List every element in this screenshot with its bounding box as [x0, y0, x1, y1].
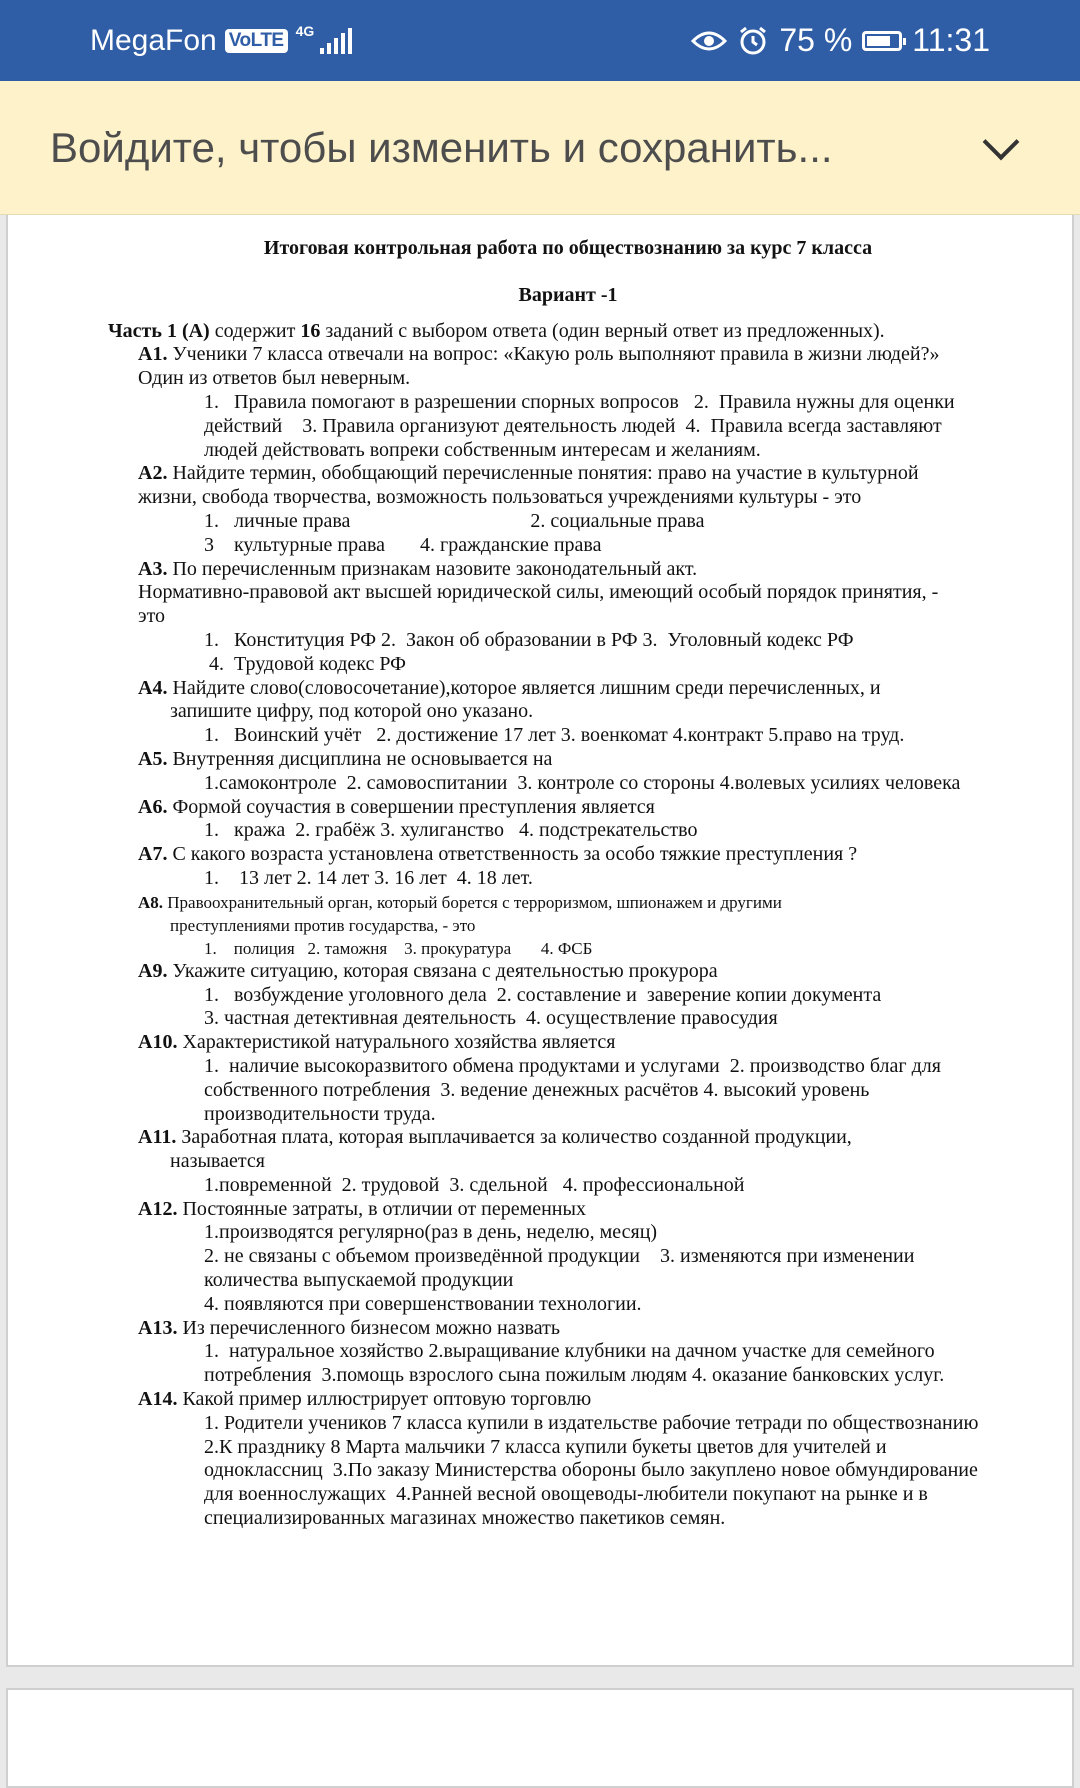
task-line [108, 677, 1028, 701]
task-options: 1. наличие высокоразвитого обмена продуктами и услугами 2. производство благ для [204, 1054, 941, 1077]
task-options: одноклассниц 3.По заказу Министерства обороны было закуплено новое обмундирование [204, 1459, 978, 1482]
task-text: называется [170, 1150, 265, 1173]
task-number: А11. [138, 1126, 177, 1149]
task-options: 1. Правила помогают в разрешении спорных вопросов 2. Правила нужны для оценки [204, 390, 955, 413]
part-intro [108, 320, 1028, 344]
task-number: А1. [138, 343, 168, 366]
signal-icon [320, 28, 352, 54]
task-number: А8. [138, 892, 164, 912]
task-options: 1.повременной 2. трудовой 3. сдельной 4. профессиональной [204, 1173, 745, 1196]
task-line [108, 960, 1028, 984]
task-options: для военнослужащих 4.Ранней весной овощеводы-любители покупают на рынке и в [204, 1483, 928, 1506]
part-text-1: содержит [209, 319, 301, 342]
task-text: Какой пример иллюстрирует оптовую торговлю [177, 1388, 592, 1411]
task-text: запишите цифру, под которой оно указано. [170, 700, 534, 723]
task-text: Найдите термин, обобщающий перечисленные понятия: право на участие в культурной [167, 462, 919, 485]
battery-percent: 75 % [779, 22, 853, 58]
task-options: производительности труда. [204, 1102, 436, 1125]
clock: 11:31 [912, 22, 990, 58]
task-line [108, 796, 1028, 820]
document-page [6, 215, 1074, 1667]
network-type: 4G [295, 22, 315, 39]
battery-fill [867, 36, 890, 46]
task-line [108, 1317, 1028, 1341]
task-number: А6. [138, 795, 168, 818]
task-line [108, 914, 1028, 937]
task-text: жизни, свобода творчества, возможность пользоваться учреждениями культуры - это [138, 486, 862, 509]
document-content [108, 233, 1028, 1531]
task-line [108, 462, 1028, 486]
task-options: специализированных магазинах множество пакетиков семян. [204, 1507, 726, 1530]
task-text: Формой соучастия в совершении преступления является [167, 795, 655, 818]
part-count: 16 [300, 319, 321, 342]
part-label: Часть 1 (А) [108, 319, 210, 342]
task-line [108, 1388, 1028, 1412]
task-number: А3. [138, 557, 168, 580]
task-number: А7. [138, 843, 168, 866]
task-options: 2.К празднику 8 Марта мальчики 7 класса купили букеты цветов для учителей и [204, 1435, 887, 1458]
task-text: По перечисленным признакам назовите законодательный акт. [167, 557, 698, 580]
volte-badge: VoLTE [225, 29, 288, 53]
task-line [108, 1126, 1028, 1150]
task-options: 1. Конституция РФ 2. Закон об образовании в РФ 3. Уголовный кодекс РФ [204, 628, 854, 651]
task-line [108, 343, 1028, 367]
task-options: 1. натуральное хозяйство 2.выращивание клубники на дачном участке для семейного [204, 1340, 935, 1363]
task-number: А10. [138, 1031, 178, 1054]
task-number: А4. [138, 676, 168, 699]
task-line [108, 581, 1028, 605]
battery-icon [862, 31, 902, 51]
task-options: 1.производятся регулярно(раз в день, неделю, месяц) [204, 1221, 658, 1244]
task-options: действий 3. Правила организуют деятельность людей 4. Правила всегда заставляют [204, 414, 942, 437]
banner-text: Войдите, чтобы изменить и сохранить... [50, 123, 833, 171]
task-text: Нормативно-правовой акт высшей юридической силы, имеющий особый порядок принятия, - [138, 581, 939, 604]
alarm-icon [737, 25, 769, 57]
carrier-name: MegaFon [90, 23, 217, 57]
next-page [6, 1688, 1074, 1788]
task-line [108, 700, 1028, 724]
eye-comfort-icon [691, 28, 727, 54]
status-right [691, 22, 990, 59]
task-line [108, 486, 1028, 510]
task-options: 1. Воинский учёт 2. достижение 17 лет 3. военкомат 4.контракт 5.право на труд. [204, 724, 905, 747]
task-options: 2. не связаны с объемом произведённой продукции 3. изменяются при изменении [204, 1245, 915, 1268]
task-text: Характеристикой натурального хозяйства является [177, 1031, 616, 1054]
task-text: Постоянные затраты, в отличии от переменных [177, 1197, 586, 1220]
task-line [108, 1031, 1028, 1055]
task-text: это [138, 605, 166, 628]
task-options: людей действовать вопреки собственным интересам и желаниям. [204, 438, 761, 461]
task-options: количества выпускаемой продукции [204, 1269, 514, 1292]
task-number: А9. [138, 959, 168, 982]
task-number: А2. [138, 462, 168, 485]
task-text: С какого возраста установлена ответственность за особо тяжкие преступления ? [167, 843, 858, 866]
task-line [108, 605, 1028, 629]
variant-label: Вариант -1 [518, 283, 618, 306]
task-line [108, 843, 1028, 867]
task-text: Заработная плата, которая выплачивается за количество созданной продукции, [176, 1126, 852, 1149]
task-options: 1. личные права 2. социальные права [204, 509, 705, 532]
task-text: Один из ответов был неверным. [138, 367, 411, 390]
task-list [108, 343, 1028, 1530]
part-text-2: заданий с выбором ответа (один верный ответ из предложенных). [320, 319, 885, 342]
task-options: 3 культурные права 4. гражданские права [204, 533, 602, 556]
sign-in-banner[interactable] [0, 81, 1080, 215]
task-options: 1. кража 2. грабёж 3. хулиганство 4. подстрекательство [204, 819, 698, 842]
task-options: 1. Родители учеников 7 класса купили в издательстве рабочие тетради по обществознанию [204, 1411, 979, 1434]
task-line [108, 891, 1028, 914]
status-bar [0, 0, 1080, 81]
status-left [90, 24, 352, 58]
task-options: 1. полиция 2. таможня 3. прокуратура 4. ФСБ [204, 938, 593, 958]
task-options: 1. возбуждение уголовного дела 2. составление и заверение копии документа [204, 983, 882, 1006]
task-text: Укажите ситуацию, которая связана с деятельностью прокурора [167, 959, 718, 982]
task-text: Правоохранительный орган, который борется с терроризмом, шпионажем и другими [163, 892, 782, 912]
task-number: А13. [138, 1316, 178, 1339]
task-line [108, 1198, 1028, 1222]
task-options: собственного потребления 3. ведение денежных расчётов 4. высокий уровень [204, 1078, 870, 1101]
task-line [108, 367, 1028, 391]
task-options: 4. Трудовой кодекс РФ [204, 652, 406, 675]
task-number: А14. [138, 1388, 178, 1411]
task-number: А5. [138, 747, 168, 770]
task-line [108, 1150, 1028, 1174]
task-text: Внутренняя дисциплина не основывается на [167, 747, 553, 770]
task-text: Из перечисленного бизнесом можно назвать [177, 1316, 560, 1339]
task-text: Найдите слово(словосочетание),которое является лишним среди перечисленных, и [167, 676, 881, 699]
task-line [108, 558, 1028, 582]
task-options: потребления 3.помощь взрослого сына пожилым людям 4. оказание банковских услуг. [204, 1364, 945, 1387]
task-options: 1. 13 лет 2. 14 лет 3. 16 лет 4. 18 лет. [204, 866, 533, 889]
task-text: Ученики 7 класса отвечали на вопрос: «Какую роль выполняют правила в жизни людей?» [167, 343, 940, 366]
task-options: 4. появляются при совершенствовании технологии. [204, 1292, 642, 1315]
task-number: А12. [138, 1197, 178, 1220]
task-options: 1.самоконтроле 2. самовоспитании 3. контроле со стороны 4.волевых усилиях человека [204, 771, 961, 794]
task-options: 3. частная детективная деятельность 4. осуществление правосудия [204, 1007, 778, 1030]
document-title: Итоговая контрольная работа по обществознанию за курс 7 класса [263, 237, 873, 259]
task-text: преступлениями против государства, - это [170, 915, 476, 935]
task-line [108, 748, 1028, 772]
chevron-down-icon[interactable] [983, 123, 1020, 160]
